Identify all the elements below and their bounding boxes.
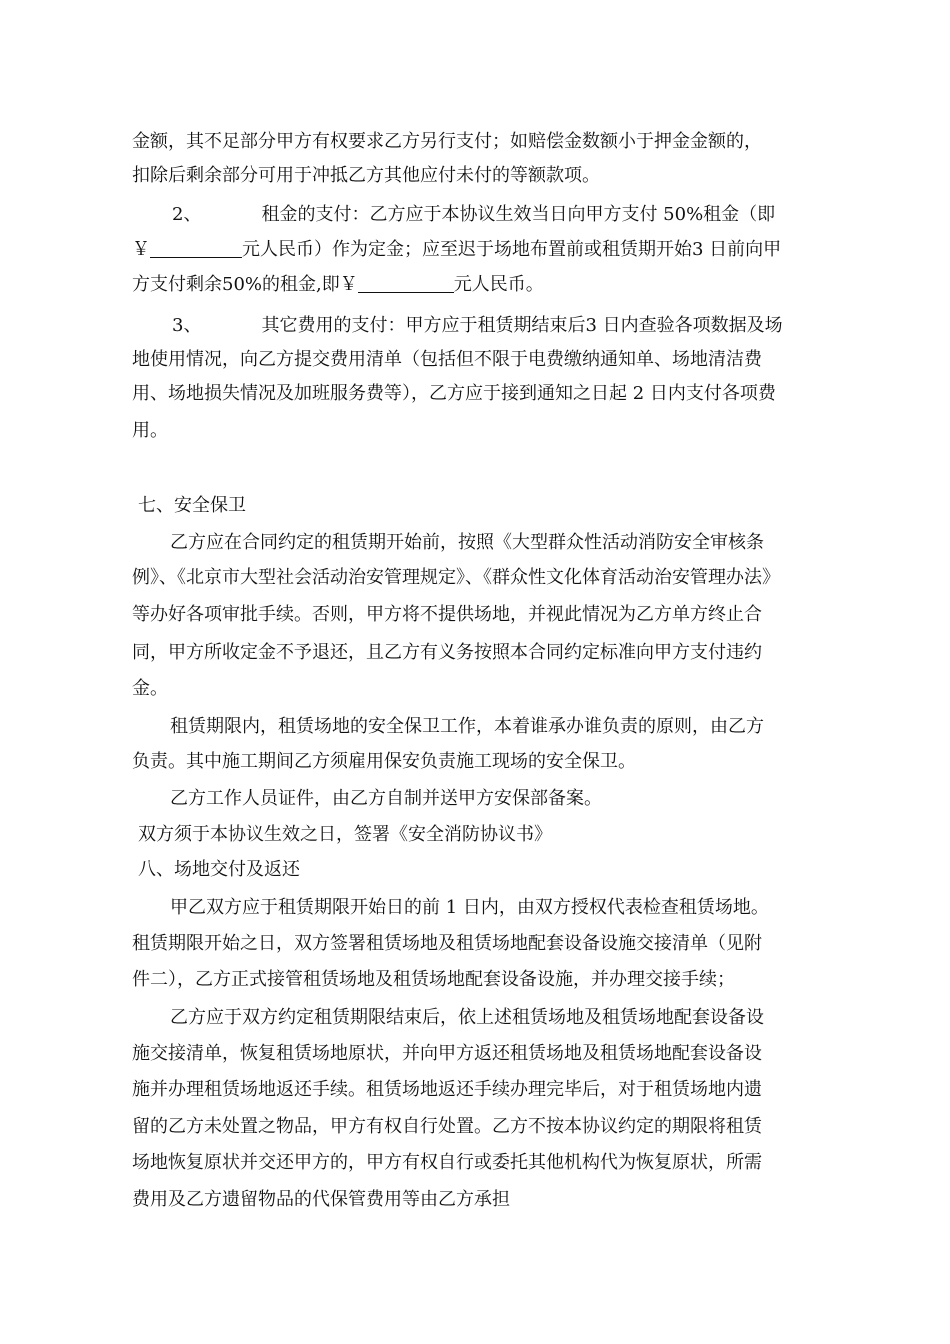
section-heading-security: 七、安全保卫 (138, 495, 246, 516)
paragraph-line: 金。 (132, 678, 168, 699)
paragraph-line: 施交接清单，恢复租赁场地原状，并向甲方返还租赁场地及租赁场地配套设备设 (132, 1043, 762, 1064)
clause-3-number: 3、 (172, 315, 202, 336)
paragraph-line: 扣除后剩余部分可用于冲抵乙方其他应付未付的等额款项。 (132, 165, 600, 186)
clause-3-line (172, 314, 783, 338)
paragraph-line: 用、场地损失情况及加班服务费等），乙方应于接到通知之日起 2 日内支付各项费 (132, 383, 776, 404)
currency-symbol: ￥ (132, 239, 150, 260)
paragraph-line: 乙方应在合同约定的租赁期开始前，按照《大型群众性活动消防安全审核条 (170, 532, 764, 553)
clause-2-text: 租金的支付：乙方应于本协议生效当日向甲方支付 50%租金（即 (261, 204, 776, 225)
paragraph-line: 场地恢复原状并交还甲方的，甲方有权自行或委托其他机构代为恢复原状，所需 (132, 1152, 762, 1173)
paragraph-line: 租赁期限开始之日，双方签署租赁场地及租赁场地配套设备设施交接清单（见附 (132, 933, 762, 954)
clause-2-number: 2、 (172, 204, 202, 225)
balance-amount-blank (358, 274, 454, 293)
paragraph-line: 留的乙方未处置之物品，甲方有权自行处置。乙方不按本协议约定的期限将租赁 (132, 1116, 762, 1137)
clause-3-text: 其它费用的支付：甲方应于租赁期结束后3 日内查验各项数据及场 (261, 315, 783, 336)
clause-2-line-2 (132, 238, 781, 262)
clause-2-line (172, 203, 775, 227)
paragraph-line: 用。 (132, 420, 168, 441)
paragraph-line: 乙方工作人员证件，由乙方自制并送甲方安保部备案。 (170, 788, 602, 809)
paragraph-line: 施并办理租赁场地返还手续。租赁场地返还手续办理完毕后，对于租赁场地内遗 (132, 1079, 762, 1100)
deposit-amount-blank (150, 239, 242, 258)
paragraph-line: 例》、《北京市大型社会活动治安管理规定》、《群众性文化体育活动治安管理办法》 (132, 567, 780, 588)
paragraph-line: 租赁期限内，租赁场地的安全保卫工作，本着谁承办谁负责的原则，由乙方 (170, 716, 764, 737)
paragraph-line: 金额，其不足部分甲方有权要求乙方另行支付；如赔偿金数额小于押金金额的， (132, 131, 762, 152)
paragraph-line: 同，甲方所收定金不予退还，且乙方有义务按照本合同约定标准向甲方支付违约 (132, 642, 762, 663)
paragraph-line: 费用及乙方遗留物品的代保管费用等由乙方承担 (132, 1189, 510, 1210)
clause-2-text-4: 元人民币。 (453, 274, 544, 295)
section-heading-handover: 八、场地交付及返还 (138, 859, 300, 880)
paragraph-line: 甲乙双方应于租赁期限开始日的前 1 日内，由双方授权代表检查租赁场地。 (170, 897, 769, 918)
paragraph-line: 件二），乙方正式接管租赁场地及租赁场地配套设备设施，并办理交接手续； (132, 969, 735, 990)
paragraph-line: 地使用情况，向乙方提交费用清单（包括但不限于电费缴纳通知单、场地清洁费 (132, 349, 762, 370)
paragraph-line: 乙方应于双方约定租赁期限结束后，依上述租赁场地及租赁场地配套设备设 (170, 1007, 764, 1028)
paragraph-line: 等办好各项审批手续。否则，甲方将不提供场地，并视此情况为乙方单方终止合 (132, 604, 762, 625)
paragraph-line: 双方须于本协议生效之日，签署《安全消防协议书》 (138, 824, 552, 845)
paragraph-line: 负责。其中施工期间乙方须雇用保安负责施工现场的安全保卫。 (132, 751, 636, 772)
clause-2-text-3: 方支付剩余50%的租金,即￥ (132, 274, 358, 295)
clause-2-line-3 (132, 273, 544, 297)
clause-2-text-2: 元人民币）作为定金；应至迟于场地布置前或租赁期开始3 日前向甲 (242, 239, 782, 260)
